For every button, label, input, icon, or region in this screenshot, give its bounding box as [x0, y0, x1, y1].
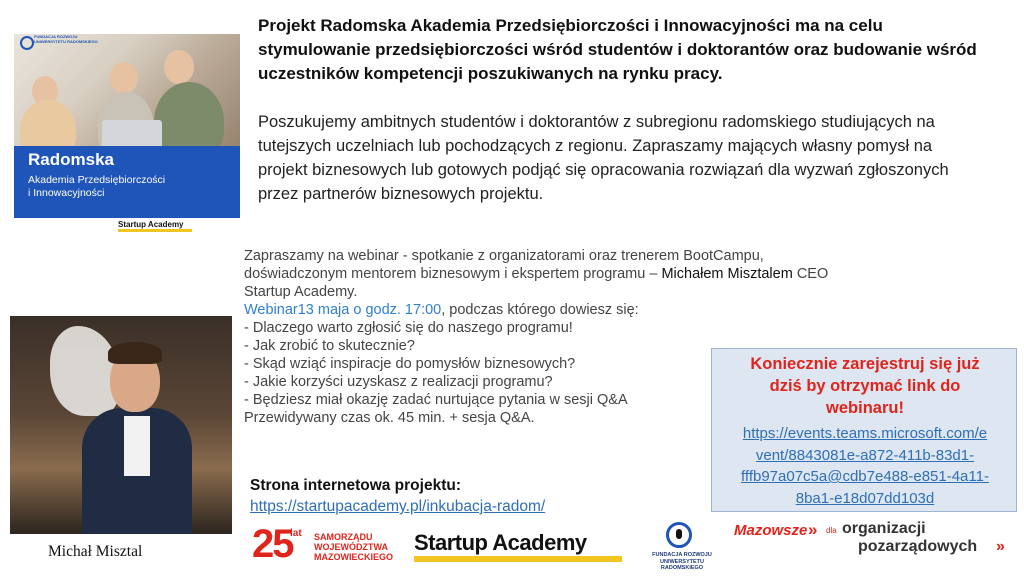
jubilee-line3: MAZOWIECKIEGO	[314, 552, 393, 562]
promo-badge-underline	[118, 229, 192, 232]
startup-academy-logo: Startup Academy	[414, 530, 587, 555]
jubilee-number: 25	[252, 522, 293, 566]
webinar-date: Webinar13 maja o godz. 17:00	[244, 302, 442, 318]
webinar-invite-line2	[244, 265, 829, 283]
fundacja-logo	[640, 522, 724, 574]
webinar-date-line	[244, 301, 744, 319]
webinar-bullet: - Skąd wziąć inspiracje do pomysłów biznesowych?	[244, 356, 576, 372]
jubilee-line1: SAMORZĄDU	[314, 532, 373, 542]
promo-subtitle-line1: Akademia Przedsiębiorczości	[28, 174, 166, 186]
fundacja-line2: UNIWERSYTETU RADOMSKIEGO	[660, 558, 704, 571]
webinar-bullet: - Dlaczego warto zgłosić się do naszego programu!	[244, 320, 573, 336]
registration-link[interactable]	[712, 423, 1018, 509]
promo-badge: Startup Academy	[118, 220, 184, 229]
webinar-invite-line2-pre: doświadczonym mentorem biznesowym i ekspertem programu –	[244, 266, 662, 282]
jubilee-text	[314, 532, 393, 562]
promo-logo-line2: UNIWERSYTETU RADOMSKIEGO	[34, 39, 98, 44]
webinar-info	[244, 247, 829, 427]
jubilee-line2: WOJEWÓDZTWA	[314, 542, 388, 552]
registration-link-line[interactable]: vent/8843081e-a872-411b-83d1-	[755, 446, 975, 464]
registration-cta-line2: dziś by otrzymać link do	[769, 377, 961, 395]
webinar-bullet: - Jak zrobić to skutecznie?	[244, 338, 415, 354]
mentor-name: Michałem Misztalem	[661, 266, 793, 282]
webinar-bullet: - Będziesz miał okazję zadać nurtujące pytania w sesji Q&A	[244, 392, 628, 408]
portrait-caption: Michał Misztal	[48, 543, 143, 560]
intro-headline: Projekt Radomska Akademia Przedsiębiorczości i Innowacyjności ma na celu stymulowanie przedsiębiorczości wśród studentów i doktorantów oraz budowanie wśród uczestników kompetencji poszukiwanych na rynku pracy.	[258, 16, 977, 83]
promo-logo-line1: FUNDACJA ROZWOJU	[34, 34, 78, 39]
fundacja-emblem-icon	[666, 522, 692, 548]
registration-cta-line1: Koniecznie zarejestruj się już	[750, 355, 980, 373]
startup-academy-underline	[414, 556, 622, 562]
webinar-date-rest: , podczas którego dowiesz się:	[441, 302, 639, 318]
website-label: Strona internetowa projektu:	[250, 477, 461, 494]
registration-cta-line3: webinaru!	[826, 399, 904, 417]
intro-paragraph: Poszukujemy ambitnych studentów i doktorantów z subregionu radomskiego studiujących na tutejszych uczelniach lub pochodzących z regionu. Zapraszamy mających własny pomysł na projekt biznesowych lub gotowych podjąć się opracowania rozwiązań dla wyzwań zgłoszonych przez partnerów biznesowych projektu.	[258, 113, 949, 203]
registration-cta	[712, 353, 1018, 419]
mazowsze-dla: dla	[826, 526, 837, 535]
website-link[interactable]: https://startupacademy.pl/inkubacja-radom/	[250, 498, 546, 515]
fundacja-logo-icon	[20, 36, 34, 50]
promo-card	[14, 28, 240, 234]
fundacja-text	[640, 552, 724, 572]
mazowsze-logo	[734, 520, 1024, 572]
promo-subtitle-line2: i Innowacyjności	[28, 187, 105, 199]
mazowsze-poz: pozarządowych	[858, 538, 978, 555]
mazowsze-arrows-icon: »	[808, 520, 818, 539]
webinar-bullet: - Jakie korzyści uzyskasz z realizacji programu?	[244, 374, 553, 390]
mazowsze-poz-arrows-icon: »	[996, 538, 1005, 555]
registration-link-line[interactable]: 8ba1-e18d07dd103d	[795, 489, 935, 507]
webinar-invite-line1: Zapraszamy na webinar - spotkanie z organizatorami oraz trenerem BootCampu,	[244, 248, 764, 264]
portrait-photo	[10, 316, 232, 534]
registration-link-line[interactable]: https://events.teams.microsoft.com/e	[742, 425, 988, 442]
promo-title: Radomska	[28, 150, 114, 169]
mazowsze-org: organizacji	[842, 520, 926, 537]
jubilee-logo	[252, 522, 412, 572]
webinar-invite-line2-post: CEO	[792, 266, 829, 282]
webinar-invite-line3: Startup Academy.	[244, 284, 358, 300]
registration-link-line[interactable]: fffb97a07c5a@cdb7e488-e851-4a11-	[741, 468, 989, 485]
webinar-duration: Przewidywany czas ok. 45 min. + sesja Q&A.	[244, 410, 535, 426]
jubilee-lat: lat	[290, 528, 302, 539]
fundacja-line1: FUNDACJA ROZWOJU	[652, 552, 712, 558]
mazowsze-word: Mazowsze	[734, 522, 808, 539]
registration-box	[711, 348, 1017, 512]
